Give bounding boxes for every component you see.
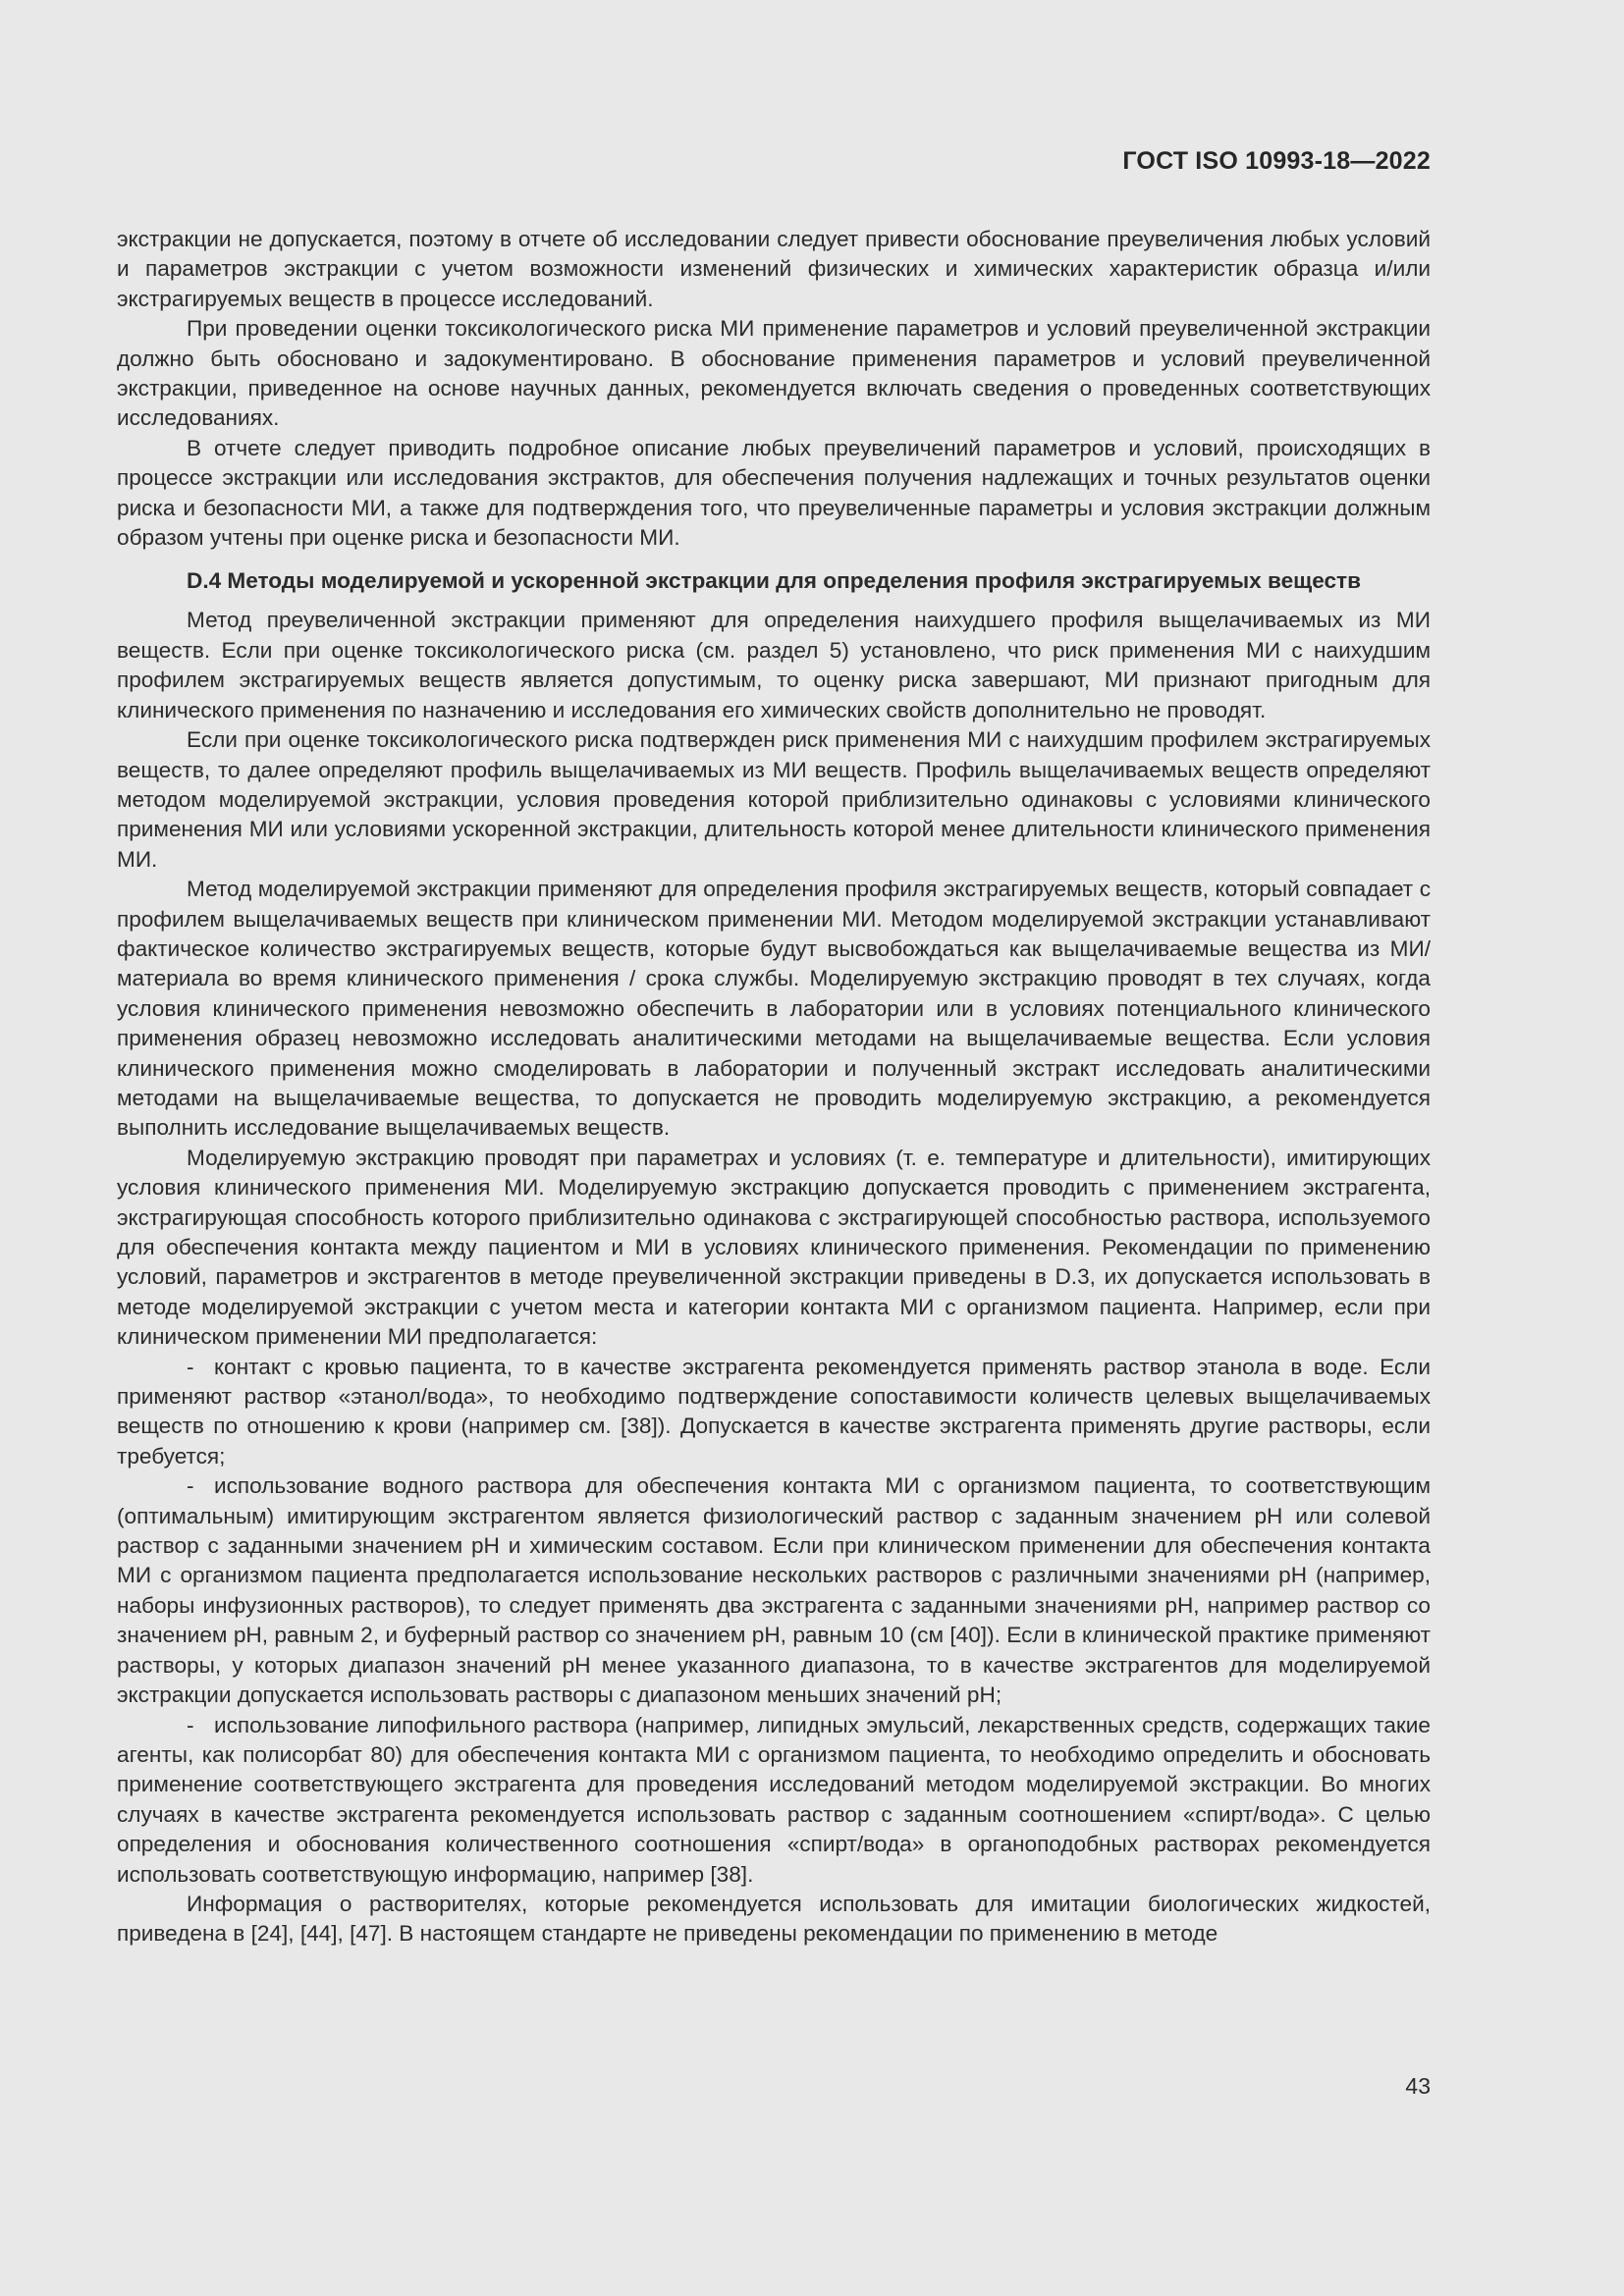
paragraph: Информация о растворителях, которые рекомендуется использовать для имитации биологических жидкостей, приведена в [24], [44], [47]. В настоящем стандарте не приведены рекомендации по применению в методе — [117, 1891, 1431, 1947]
list-marker: - — [187, 1354, 194, 1379]
list-marker: - — [187, 1473, 194, 1499]
paragraph: Если при оценке токсикологического риска подтвержден риск применения МИ с наихудшим профилем экстрагируемых веществ, то далее определяют профиль выщелачиваемых из МИ веществ. Профиль выщелачиваемых веществ определяют методом моделируемой экстракции, условия проведения которой приблизительно одинаковы с условиями клинического применения МИ или условиями ускоренной экстракции, длительность которой менее длительности клинического применения МИ. — [117, 727, 1431, 872]
paragraph: Моделируемую экстракцию проводят при параметрах и условиях (т. е. температуре и длительности), имитирующих условия клинического применения МИ. Моделируемую экстракцию допускается проводить с применением экстрагента, экстрагирующая способность которого приблизительно одинакова с экстрагирующей способностью раствора, используемого для обеспечения контакта между пациентом и МИ в условиях клинического применения. Рекомендации по применению условий, параметров и экстрагентов в методе преувеличенной экстракции приведены в D.3, их допускается использовать в методе моделируемой экстракции с учетом места и категории контакта МИ с организмом пациента. Например, если при клиническом применении МИ предполагается: — [117, 1145, 1431, 1350]
list-item — [117, 1711, 1431, 1890]
paragraph-continuation: экстракции не допускается, поэтому в отчете об исследовании следует привести обоснование преувеличения любых условий и параметров экстракции с учетом возможности изменений физических и химических характеристик образца и/или экстрагируемых веществ в процессе исследований. — [117, 227, 1431, 311]
paragraph: Метод преувеличенной экстракции применяют для определения наихудшего профиля выщелачиваемых из МИ веществ. Если при оценке токсикологического риска (см. раздел 5) установлено, что риск применения МИ с наихудшим профилем экстрагируемых веществ является допустимым, то оценку риска завершают, МИ признают пригодным для клинического применения по назначению и исследования его химических свойств дополнительно не проводят. — [117, 608, 1431, 722]
list-item-text: использование водного раствора для обеспечения контакта МИ с организмом пациента, то соответствующим (оптимальным) имитирующим экстрагентом является физиологический раствор с заданным значением pH или солевой раствор с заданными значением pH и химическим составом. Если при клиническом применении для обеспечения контакта МИ с организмом пациента предполагается использование нескольких растворов с различными значениями pH (например, наборы инфузионных растворов), то следует применять два экстрагента с заданными значениями pH, например раствор со значением pH, равным 2, и буферный раствор со значением pH, равным 10 (см [40]). Если в клинической практике применяют растворы, у которых диапазон значений pH менее указанного диапазона, то в качестве экстрагентов для моделируемой экстракции допускается использовать растворы с диапазоном меньших значений pH; — [117, 1473, 1431, 1708]
list-item-text: контакт с кровью пациента, то в качестве экстрагента рекомендуется применять раствор этанола в воде. Если применяют раствор «этанол/вода», то необходимо подтверждение сопоставимости количеств целевых выщелачиваемых веществ по отношению к крови (например см. [38]). Допускается в качестве экстрагента применять другие растворы, если требуется; — [117, 1354, 1431, 1468]
page-number: 43 — [1405, 2073, 1431, 2099]
paragraph: При проведении оценки токсикологического риска МИ применение параметров и условий преувеличенной экстракции должно быть обосновано и задокументировано. В обоснование применения параметров и условий преувеличенной экстракции, приведенное на основе научных данных, рекомендуется включать сведения о проведенных соответствующих исследованиях. — [117, 316, 1431, 431]
list-item-text: использование липофильного раствора (например, липидных эмульсий, лекарственных средств, содержащих такие агенты, как полисорбат 80) для обеспечения контакта МИ с организмом пациента, то необходимо определить и обосновать применение соответствующего экстрагента для проведения исследований методом моделируемой экстракции. Во многих случаях в качестве экстрагента рекомендуется использовать раствор с заданным соотношением «спирт/вода». С целью определения и обоснования количественного соотношения «спирт/вода» в органоподобных растворах рекомендуется использовать соответствующую информацию, например [38]. — [117, 1712, 1431, 1887]
paragraph: Метод моделируемой экстракции применяют для определения профиля экстрагируемых веществ, который совпадает с профилем выщелачиваемых веществ при клиническом применении МИ. Методом моделируемой экстракции устанавливают фактическое количество экстрагируемых веществ, которые будут высвобождаться как выщелачиваемые вещества из МИ/материала во время клинического применения / срока службы. Моделируемую экстракцию проводят в тех случаях, когда условия клинического применения невозможно обеспечить в лаборатории или в условиях потенциального клинического применения образец невозможно исследовать аналитическими методами на выщелачиваемые вещества. Если условия клинического применения можно смоделировать в лаборатории и полученный экстракт исследовать аналитическими методами на выщелачиваемые вещества, то допускается не проводить моделируемую экстракцию, а рекомендуется выполнить исследование выщелачиваемых веществ. — [117, 877, 1431, 1141]
page-content — [117, 225, 1431, 1949]
list-item — [117, 1471, 1431, 1710]
section-heading: D.4 Методы моделируемой и ускоренной экстракции для определения профиля экстрагируемых веществ — [187, 568, 1362, 594]
list-item — [117, 1353, 1431, 1472]
list-marker: - — [187, 1712, 194, 1737]
standard-code-header: ГОСТ ISO 10993-18—2022 — [1122, 147, 1431, 175]
paragraph: В отчете следует приводить подробное описание любых преувеличений параметров и условий, происходящих в процессе экстракции или исследования экстрактов, для обеспечения получения надлежащих и точных результатов оценки риска и безопасности МИ, а также для подтверждения того, что преувеличенные параметры и условия экстракции должным образом учтены при оценке риска и безопасности МИ. — [117, 435, 1431, 551]
